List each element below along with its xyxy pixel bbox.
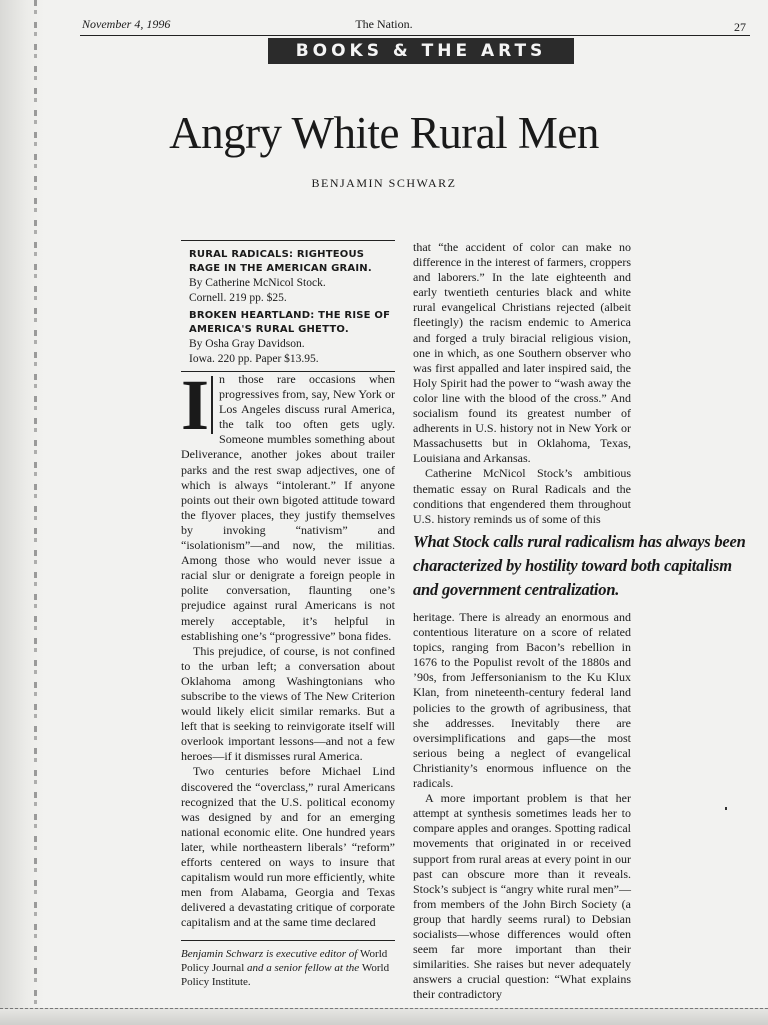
book-title: RURAL RADICALS: RIGHTEOUS RAGE IN THE AMERICAN GRAIN.: [189, 249, 372, 274]
drop-cap: I: [181, 376, 213, 434]
book-publisher: Iowa. 220 pp. Paper $13.95.: [189, 353, 319, 365]
article-body-right-bottom: [413, 610, 631, 1002]
body-paragraph: I n those rare occasions when progressives from, say, New York or Los Angeles discuss rural America, the talk too often gets ugly. Someone mumbles something about Deliverance, another jokes about trailer parks and the rest swap adjectives, one of which is always “intolerant.” If anyone points out their own bigoted attitude toward the flyover places, they justify themselves by invoking “nativism” and “isolationism”—and now, the militias. Among those who would never issue a racial slur or denigrate a foreign people in polite conversation, flaunting one’s prejudice against rural Americans is not merely acceptable, it’s helpful in establishing one’s “progressive” bona fides.: [181, 365, 395, 643]
left-column: [181, 240, 395, 989]
book-author: By Catherine McNicol Stock.: [189, 277, 326, 289]
issue-date: November 4, 1996: [82, 17, 171, 31]
article-body-left: [181, 365, 395, 930]
book-title: BROKEN HEARTLAND: THE RISE OF AMERICA'S RURAL GHETTO.: [189, 310, 391, 335]
article-title: Angry White Rural Men: [169, 108, 599, 158]
scan-bottom-edge: [0, 1008, 768, 1025]
book-publisher: Cornell. 219 pp. $25.: [189, 292, 287, 304]
publication-name: The Nation.: [355, 17, 413, 31]
books-reviewed-box: [181, 240, 395, 372]
body-paragraph: heritage. There is already an enormous and contentious literature on a score of related topics, ranging from Bacon’s rebellion in 1676 to the Populist revolt of the 1880s and ’90s, from Jeffersonianism to the Ku Klux Klan, from nineteenth-century federal land policies to the growth of agribusiness, that she addresses. Inevitably there are oversimplifications and gaps—the most serious being a neglect of evangelical Christianity’s enormous influence on the radicals.: [413, 610, 631, 791]
article-body-right-top: [413, 240, 631, 527]
author-bio: Benjamin Schwarz is executive editor of World Policy Journal and a senior fellow at the World Policy Institute.: [181, 940, 395, 989]
scan-speck: [725, 807, 727, 810]
body-paragraph: Two centuries before Michael Lind discovered the “overclass,” rural Americans recognized that the U.S. political economy was designed by and for an emerging national economic elite. One hundred years later, while northeastern liberals’ “reform” efforts centered on ways to insure that capitalism would run more efficiently, white men from Alabama, Georgia and Texas delivered a devastating critique of corporate capitalism and at the same time declared: [181, 764, 395, 930]
body-paragraph: A more important problem is that her attempt at synthesis sometimes leads her to compare apples and oranges. Spotting radical movements that originated in or received support from rural areas at every point in our past can obscure more than it reveals. Stock’s subject is “angry white rural men”—from members of the John Birch Society (a group that hardly seems rural) to Debsian socialists—whose differences would often seem far more important than their similarities. She raises but never adequately answers a crucial question: “What explains their contradictory: [413, 791, 631, 1002]
header-rule: [80, 35, 750, 36]
section-banner: BOOKS & THE ARTS: [268, 38, 574, 64]
body-paragraph: This prejudice, of course, is not confined to the urban left; a conversation about Oklahoma among Washingtonians who subscribe to the views of The New Criterion would likely elicit similar remarks. But a left that is seeking to reinvigorate itself will overlook important lessons—and not a few heroes—if it dismisses rural America.: [181, 643, 395, 764]
body-paragraph: that “the accident of color can make no difference in the interest of farmers, croppers and laborers.” In the late eighteenth and early twentieth centuries black and white rural evangelical Christians rejected (albeit fleetingly) the racism endemic to America and forged a truly biracial religious vision, one in which, as one Southern observer who was first appalled and later inspired said, the Holy Spirit had the power to “wash away the color line with the blood of the cross.” And socialism found its greatest number of adherents in U.S. history not in New York or Massachusetts but in Oklahoma, Texas, Louisiana and Arkansas.: [413, 240, 631, 466]
body-paragraph: Catherine McNicol Stock’s ambitious thematic essay on Rural Radicals and the conditions that engendered them throughout U.S. history reminds us of some of this: [413, 466, 631, 526]
pull-quote: What Stock calls rural radicalism has always been characterized by hostility toward both capitalism and government centralization.: [413, 532, 746, 599]
article-byline: BENJAMIN SCHWARZ: [311, 176, 457, 190]
page-number: 27: [734, 20, 746, 34]
book-author: By Osha Gray Davidson.: [189, 338, 305, 350]
